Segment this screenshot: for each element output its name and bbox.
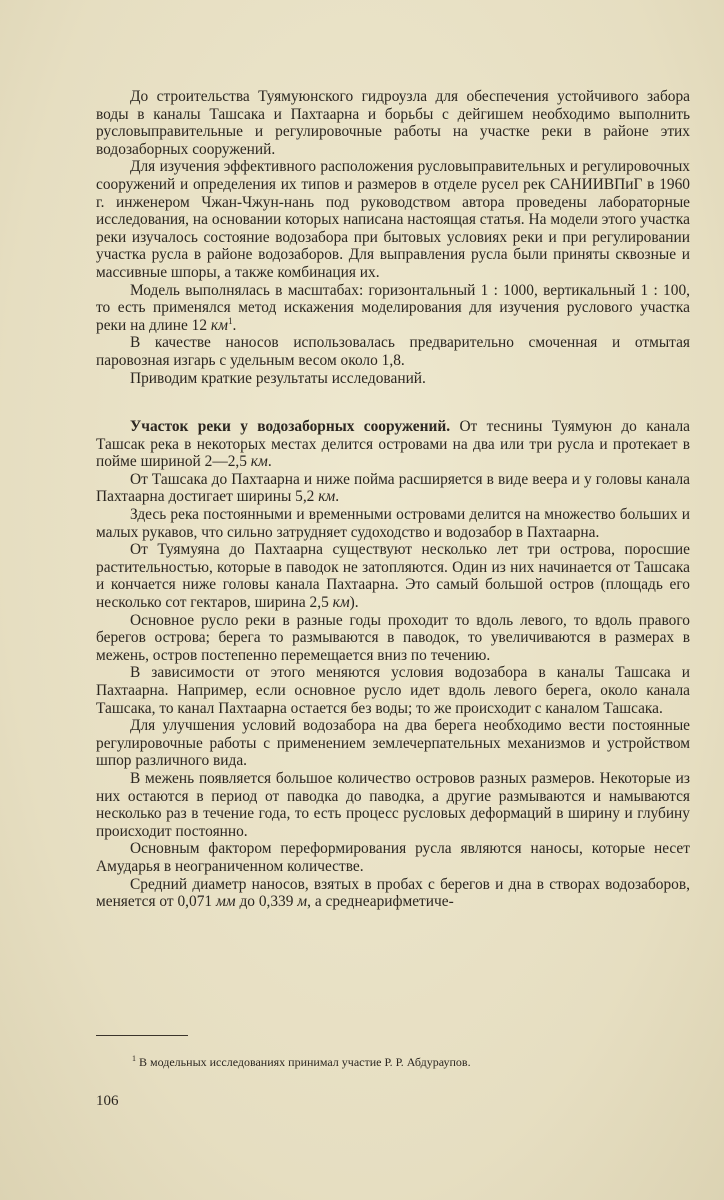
page-number: 106 — [96, 1093, 119, 1109]
body-paragraph-8 — [96, 840, 690, 875]
unit-text: мм — [215, 893, 236, 911]
section-heading: Участок реки у водозаборных сооружений. — [130, 418, 451, 436]
body-paragraph-4 — [96, 612, 690, 665]
paragraph-text: Для улучшения условий водозабора на два берега необходимо вести постоянные регулировочные работы с применением землечерпательных механизмов и устройством шпор различного вида. — [96, 717, 690, 770]
paragraph-text: Основным фактором переформирования русла являются наносы, которые несет Амударья в неограниченном количестве. — [96, 840, 690, 875]
unit-text: км — [318, 488, 336, 506]
body-paragraph-9 — [96, 876, 690, 911]
section-lead-paragraph — [96, 418, 690, 471]
paragraph-text: Основное русло реки в разные годы проходит то вдоль левого, то вдоль правого берегов острова; берега то размываются в паводок, то увеличиваются в размерах в межень, остров постепенно перемещается вниз по течению. — [96, 611, 690, 664]
body-paragraph-3 — [96, 541, 690, 611]
body-paragraph-1 — [96, 471, 690, 506]
paragraph-3 — [96, 282, 690, 335]
paragraph-tail: . — [232, 316, 237, 334]
paragraph-5 — [96, 370, 690, 388]
paragraph-4 — [96, 334, 690, 369]
paragraph-tail: , а среднеарифметиче- — [307, 893, 454, 911]
footnote-ref: 1 — [227, 315, 233, 326]
footnote-mark: 1 — [132, 1054, 136, 1063]
paragraph-text: Средний диаметр наносов, взятых в пробах с берегов и дна в створах водозаборов, меняется от 0,071 — [96, 875, 690, 911]
paragraph-text: В качестве наносов использовалась предварительно смоченная и отмытая паровозная изгарь с удельным весом около 1,8. — [96, 334, 690, 369]
unit-text: км — [250, 453, 268, 471]
article-text — [96, 88, 690, 911]
paragraph-text: до 0,339 — [235, 893, 298, 911]
unit-text: км — [210, 316, 228, 334]
paragraph-tail: . — [335, 488, 340, 506]
body-paragraph-2 — [96, 506, 690, 541]
paragraph-text: От Ташсака до Пахтаарна и ниже пойма расширяется в виде веера и у головы канала Пахтаарна достигает ширины 5,2 — [96, 470, 690, 506]
paragraph-text: Здесь река постоянными и временными островами делится на множество больших и малых рукавов, что сильно затрудняет судоходство и водозабор в Пахтаарна. — [96, 506, 690, 541]
unit-text: км — [332, 594, 350, 612]
body-paragraph-6 — [96, 717, 690, 770]
paragraph-2 — [96, 158, 690, 281]
paragraph-text: В межень появляется большое количество островов разных размеров. Некоторые из них остаются в период от паводка до паводка, а другие размываются и намываются несколько раз в течение года, то есть процесс русловых деформаций в ширину и глубину происходит постоянно. — [96, 769, 690, 840]
paragraph-text: От теснины Туямуюн до канала Ташсак река в некоторых местах делится островами на два или три русла и протекает в пойме шириной 2—2,5 — [96, 418, 690, 471]
paragraph-text: Для изучения эффективного расположения русловыправительных и регулировочных сооружений и определения их типов и размеров в отделе русел рек САНИИВПиГ в 1960 г. инженером Чжан-Чжун-нань под руководством автора проведены лабораторные исследования, на основании которых написана настоящая статья. На модели этого участка реки изучалось состояние водозабора при бытовых условиях реки и при регулировании участка русла в районе водозаборов. Для выправления русла были приняты сквозные и массивные шпоры, а также комбинация их. — [96, 158, 690, 281]
body-paragraph-5 — [96, 664, 690, 717]
paragraph-1 — [96, 88, 690, 158]
paragraph-text: Модель выполнялась в масштабах: горизонтальный 1 : 1000, вертикальный 1 : 100, то есть применялся метод искажения моделирования для изучения руслового участка реки на длине 12 — [96, 281, 690, 334]
paragraph-text: Приводим краткие результаты исследований. — [130, 369, 426, 387]
section-gap — [96, 387, 690, 418]
footnote — [132, 1055, 652, 1069]
body-paragraph-7 — [96, 770, 690, 840]
footnote-divider — [96, 1035, 188, 1036]
paragraph-text: До строительства Туямуюнского гидроузла для обеспечения устойчивого забора воды в каналы Ташсака и Пахтаарна и борьбы с дейгишем необходимо выполнить русловыправительные и регулировочные работы на участке реки в районе этих водозаборных сооружений. — [96, 88, 690, 158]
unit-text: м — [297, 893, 308, 911]
paragraph-tail: ). — [349, 594, 359, 612]
paragraph-text: В зависимости от этого меняются условия водозабора в каналы Ташсака и Пахтаарна. Например, если основное русло идет вдоль левого берега, около канала Ташсака, то канал Пахтаарна остается без воды; то же происходит с каналом Ташсака. — [96, 664, 690, 717]
footnote-text: В модельных исследованиях принимал участие Р. Р. Абдураупов. — [136, 1055, 471, 1069]
paragraph-tail: . — [267, 453, 272, 471]
paragraph-text: От Туямуяна до Пахтаарна существуют несколько лет три острова, поросшие растительностью, которые в паводок не затопляются. Один из них начинается от Ташсака и кончается ниже головы канала Пахтаарна. Это самый большой остров (площадь его несколько сот гектаров, ширина 2,5 — [96, 541, 690, 612]
